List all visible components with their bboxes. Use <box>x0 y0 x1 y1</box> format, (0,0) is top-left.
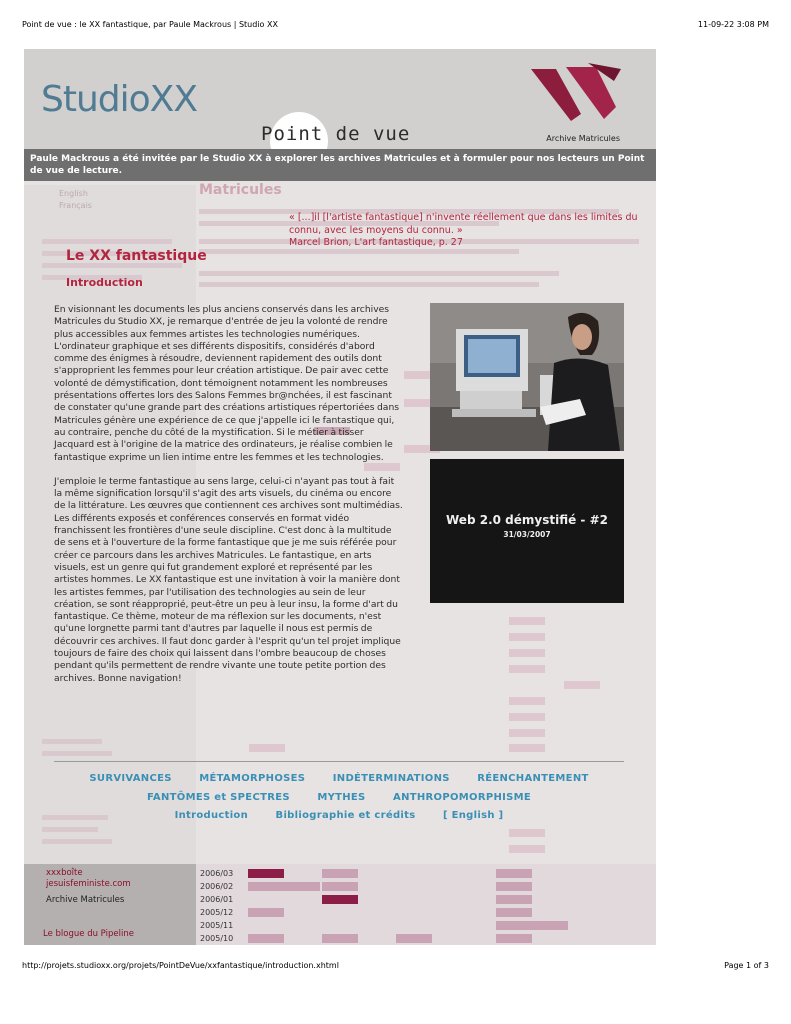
background-cell <box>509 744 545 752</box>
print-url: http://projets.studioxx.org/projets/PointDeVue/xxfantastique/introduction.xhtml <box>22 961 339 970</box>
background-cell <box>509 649 545 657</box>
background-cell <box>509 665 545 673</box>
section-divider <box>54 761 624 762</box>
xxxboite-link[interactable]: xxxboîte <box>46 868 83 878</box>
date-label[interactable]: 2006/01 <box>200 895 234 904</box>
date-label[interactable]: 2006/03 <box>200 869 234 878</box>
date-bar[interactable] <box>496 921 568 930</box>
date-bar[interactable] <box>496 934 532 943</box>
nav-reenchantement-link[interactable]: RÉENCHANTEMENT <box>477 773 589 784</box>
background-line <box>199 282 539 287</box>
jesuisfeministe-link[interactable]: jesuisfeministe.com <box>46 879 131 889</box>
background-line <box>199 271 559 276</box>
background-cell <box>509 713 545 721</box>
nav-fantomes-link[interactable]: FANTÔMES et SPECTRES <box>146 792 290 803</box>
background-cell <box>509 617 545 625</box>
theme-nav-row-2 <box>54 792 624 803</box>
print-title: Point de vue : le XX fantastique, par Paule Mackrous | Studio XX <box>22 20 278 29</box>
theme-nav-row-1 <box>54 773 624 784</box>
video-thumbnail[interactable] <box>430 459 624 603</box>
print-page-number: Page 1 of 3 <box>724 961 769 970</box>
page <box>24 49 656 945</box>
background-matricules-title: Matricules <box>199 182 282 198</box>
background-line <box>42 739 102 744</box>
article-subtitle: Introduction <box>66 276 143 289</box>
date-bar[interactable] <box>496 895 532 904</box>
background-line <box>199 249 519 254</box>
article-paragraph: En visionnant les documents les plus anciens conservés dans les archives Matricules du Studio XX, je remarque d'entrée de jeu la volonté de rendre plus accessibles aux femmes artistes les technologies numériques. L'ordinateur graphique et ses différents dispositifs, considérés d'abord comme des énigmes à résoudre, deviennent rapidement des outils dont s'approprient les femmes pour leur création artistique. De pair avec cette volonté de démystification, dont témoignent notamment les nombreuses présentations offertes lors des Salons Femmes br@nchées, il est fascinant de constater qu'une grande part des créations artistiques répertoriées dans Matricules génère une expérience de ce que j'appelle ici le fantastique qui, au contraire, penche du côté de la mystification. Si le métier à tisser Jacquard est à l'origine de la matrice des ordinateurs, je réalise combien le fantastique exprime un lien intime entre les femmes et les technologies. <box>54 304 400 463</box>
language-english-link[interactable]: English <box>59 189 88 198</box>
date-label[interactable]: 2005/10 <box>200 934 234 943</box>
language-french-link[interactable]: Français <box>59 201 92 210</box>
date-bar[interactable] <box>496 908 532 917</box>
date-bar[interactable] <box>248 869 284 878</box>
nav-anthropomorphisme-link[interactable]: ANTHROPOMORPHISME <box>393 792 532 803</box>
article-paragraph: J'emploie le terme fantastique au sens large, celui-ci n'ayant pas tout à fait la même signification lorsqu'il s'agit des arts visuels, du cinéma ou encore de la littérature. Les œuvres que contiennent ces archives sont multimédias. Les différents exposés et conférences conservés en format vidéo franchissent les frontières d'une seule discipline. C'est donc à la multitude de sens et à l'ouverture de la forme fantastique que je me suis référée pour créer ce parcours dans les archives Matricules. Le fantastique, en arts visuels, est un genre qui fut grandement exploré et représenté par les artistes hommes. Le XX fantastique est une invitation à voir la manière dont les artistes femmes, par l'utilisation des technologies au sein de leur création, se sont réapproprié, peut-être un peu à leur insu, la forme d'art du fantastique. Ce thème, moteur de ma réflexion sur les documents, n'est qu'une lorgnette parmi tant d'autres par laquelle il nous est permis de découvrir ces archives. Il faut donc garder à l'esprit qu'un tel projet implique toujours de faire des choix qui laissent dans l'ombre beaucoup de choses pendant qu'ils permettent de rendre vivante une toute petite portion des archives. Bonne navigation! <box>54 475 403 684</box>
date-bar[interactable] <box>248 882 320 891</box>
date-bar[interactable] <box>396 934 432 943</box>
nav-indeterminations-link[interactable]: INDÉTERMINATIONS <box>332 773 450 784</box>
video-date: 31/03/2007 <box>503 530 551 539</box>
date-bar[interactable] <box>322 934 358 943</box>
background-cell <box>509 829 545 837</box>
archive-label: Archive Matricules <box>546 134 620 143</box>
nav-introduction-link[interactable]: Introduction <box>174 810 249 821</box>
point-de-vue-title: Point de vue <box>261 123 411 145</box>
nav-bibliographie-link[interactable]: Bibliographie et crédits <box>275 810 416 821</box>
photo-illustration <box>430 303 624 451</box>
article-title: Le XX fantastique <box>66 248 207 264</box>
nav-survivances-link[interactable]: SURVIVANCES <box>89 773 172 784</box>
background-cell <box>509 697 545 705</box>
archive-dates-grid <box>196 864 656 945</box>
background-line <box>42 239 172 244</box>
date-label[interactable]: 2005/12 <box>200 908 234 917</box>
date-bar[interactable] <box>322 882 358 891</box>
date-bar[interactable] <box>496 869 532 878</box>
date-label[interactable]: 2006/02 <box>200 882 234 891</box>
background-cell <box>509 845 545 853</box>
date-bar[interactable] <box>248 908 284 917</box>
date-label[interactable]: 2005/11 <box>200 921 234 930</box>
background-cell <box>509 633 545 641</box>
studioxx-logo[interactable]: StudioXX <box>41 79 197 120</box>
background-line <box>42 751 112 756</box>
print-datetime: 11-09-22 3:08 PM <box>697 20 769 29</box>
video-title: Web 2.0 démystifié - #2 <box>446 513 608 527</box>
archive-matricules-logo-icon[interactable] <box>526 59 626 129</box>
woman-computer-photo <box>430 303 624 451</box>
background-line <box>42 827 98 832</box>
intro-text: Paule Mackrous a été invitée par le Studio XX à explorer les archives Matricules et à formuler pour nos lecteurs un Point de vue de lecture. <box>30 154 645 176</box>
theme-nav-row-3 <box>54 810 624 821</box>
background-cell <box>509 729 545 737</box>
quote-source: Marcel Brion, L'art fantastique, p. 27 <box>289 237 463 248</box>
background-cell <box>249 744 285 752</box>
pipeline-blog-link[interactable]: Le blogue du Pipeline <box>43 929 134 939</box>
background-line <box>42 839 112 844</box>
date-bar[interactable] <box>322 869 358 878</box>
article-body <box>54 304 404 697</box>
nav-metamorphoses-link[interactable]: MÉTAMORPHOSES <box>199 773 306 784</box>
nav-english-link[interactable]: [ English ] <box>442 810 504 821</box>
background-cell <box>564 681 600 689</box>
date-bar[interactable] <box>496 882 532 891</box>
nav-mythes-link[interactable]: MYTHES <box>317 792 366 803</box>
quote-text: « [...]il [l'artiste fantastique] n'invente réellement que dans les limites du connu, avec les moyens du connu. » <box>289 212 638 236</box>
epigraph-quote <box>289 212 644 250</box>
date-bar[interactable] <box>248 934 284 943</box>
archive-matricules-link[interactable]: Archive Matricules <box>46 895 125 905</box>
date-bar[interactable] <box>322 895 358 904</box>
